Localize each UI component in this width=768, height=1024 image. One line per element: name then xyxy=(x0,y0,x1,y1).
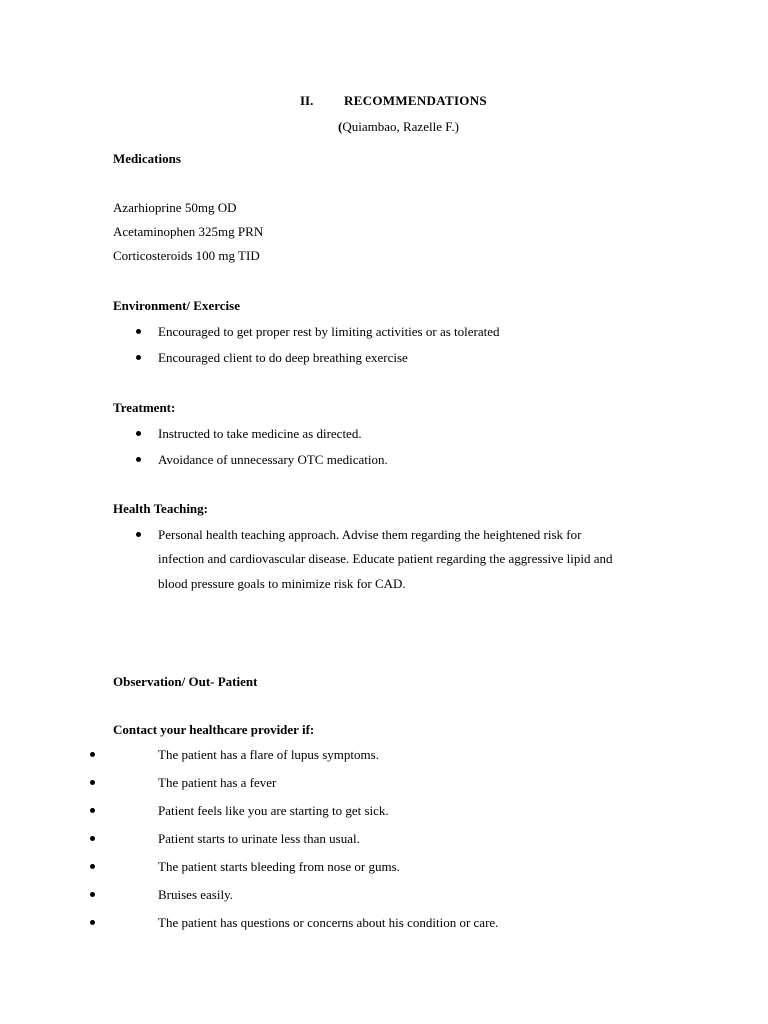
environment-item: Encouraged client to do deep breathing exercise xyxy=(158,350,408,365)
bullet-icon xyxy=(90,836,95,841)
section-number: II. xyxy=(300,93,314,108)
medication-item: Azarhioprine 50mg OD xyxy=(113,200,237,215)
author-name: Quiambao, Razelle F.) xyxy=(342,119,459,134)
contact-item: The patient has questions or concerns about his condition or care. xyxy=(158,915,499,930)
health-teaching-line: Personal health teaching approach. Advise them regarding the heightened risk for xyxy=(158,527,582,542)
contact-item: The patient has a fever xyxy=(158,775,277,790)
bullet-icon xyxy=(90,780,95,785)
bullet-icon xyxy=(90,864,95,869)
treatment-item: Avoidance of unnecessary OTC medication. xyxy=(158,452,388,467)
health-teaching-line: blood pressure goals to minimize risk for CAD. xyxy=(158,576,406,591)
bullet-icon xyxy=(136,329,141,334)
contact-heading: Contact your healthcare provider if: xyxy=(113,722,315,737)
observation-heading: Observation/ Out- Patient xyxy=(113,674,258,689)
bullet-icon xyxy=(136,355,141,360)
bullet-icon xyxy=(90,892,95,897)
author-line xyxy=(338,119,459,135)
contact-item: Patient starts to urinate less than usual. xyxy=(158,831,360,846)
environment-heading: Environment/ Exercise xyxy=(113,298,240,313)
contact-item: Patient feels like you are starting to get sick. xyxy=(158,803,389,818)
bullet-icon xyxy=(90,808,95,813)
bullet-icon xyxy=(136,457,141,462)
health-teaching-heading: Health Teaching: xyxy=(113,501,208,516)
treatment-heading: Treatment: xyxy=(113,400,176,415)
bullet-icon xyxy=(136,431,141,436)
contact-item: Bruises easily. xyxy=(158,887,233,902)
section-title: RECOMMENDATIONS xyxy=(344,93,487,108)
bullet-icon xyxy=(90,752,95,757)
bullet-icon xyxy=(90,920,95,925)
medication-item: Acetaminophen 325mg PRN xyxy=(113,224,264,239)
medication-item: Corticosteroids 100 mg TID xyxy=(113,248,260,263)
author-open-paren: ( xyxy=(338,119,343,134)
contact-item: The patient starts bleeding from nose or gums. xyxy=(158,859,400,874)
medications-heading: Medications xyxy=(113,151,181,166)
environment-item: Encouraged to get proper rest by limiting activities or as tolerated xyxy=(158,324,500,339)
contact-item: The patient has a flare of lupus symptoms. xyxy=(158,747,379,762)
treatment-item: Instructed to take medicine as directed. xyxy=(158,426,362,441)
health-teaching-line: infection and cardiovascular disease. Educate patient regarding the aggressive lipid and xyxy=(158,551,613,566)
bullet-icon xyxy=(136,532,141,537)
